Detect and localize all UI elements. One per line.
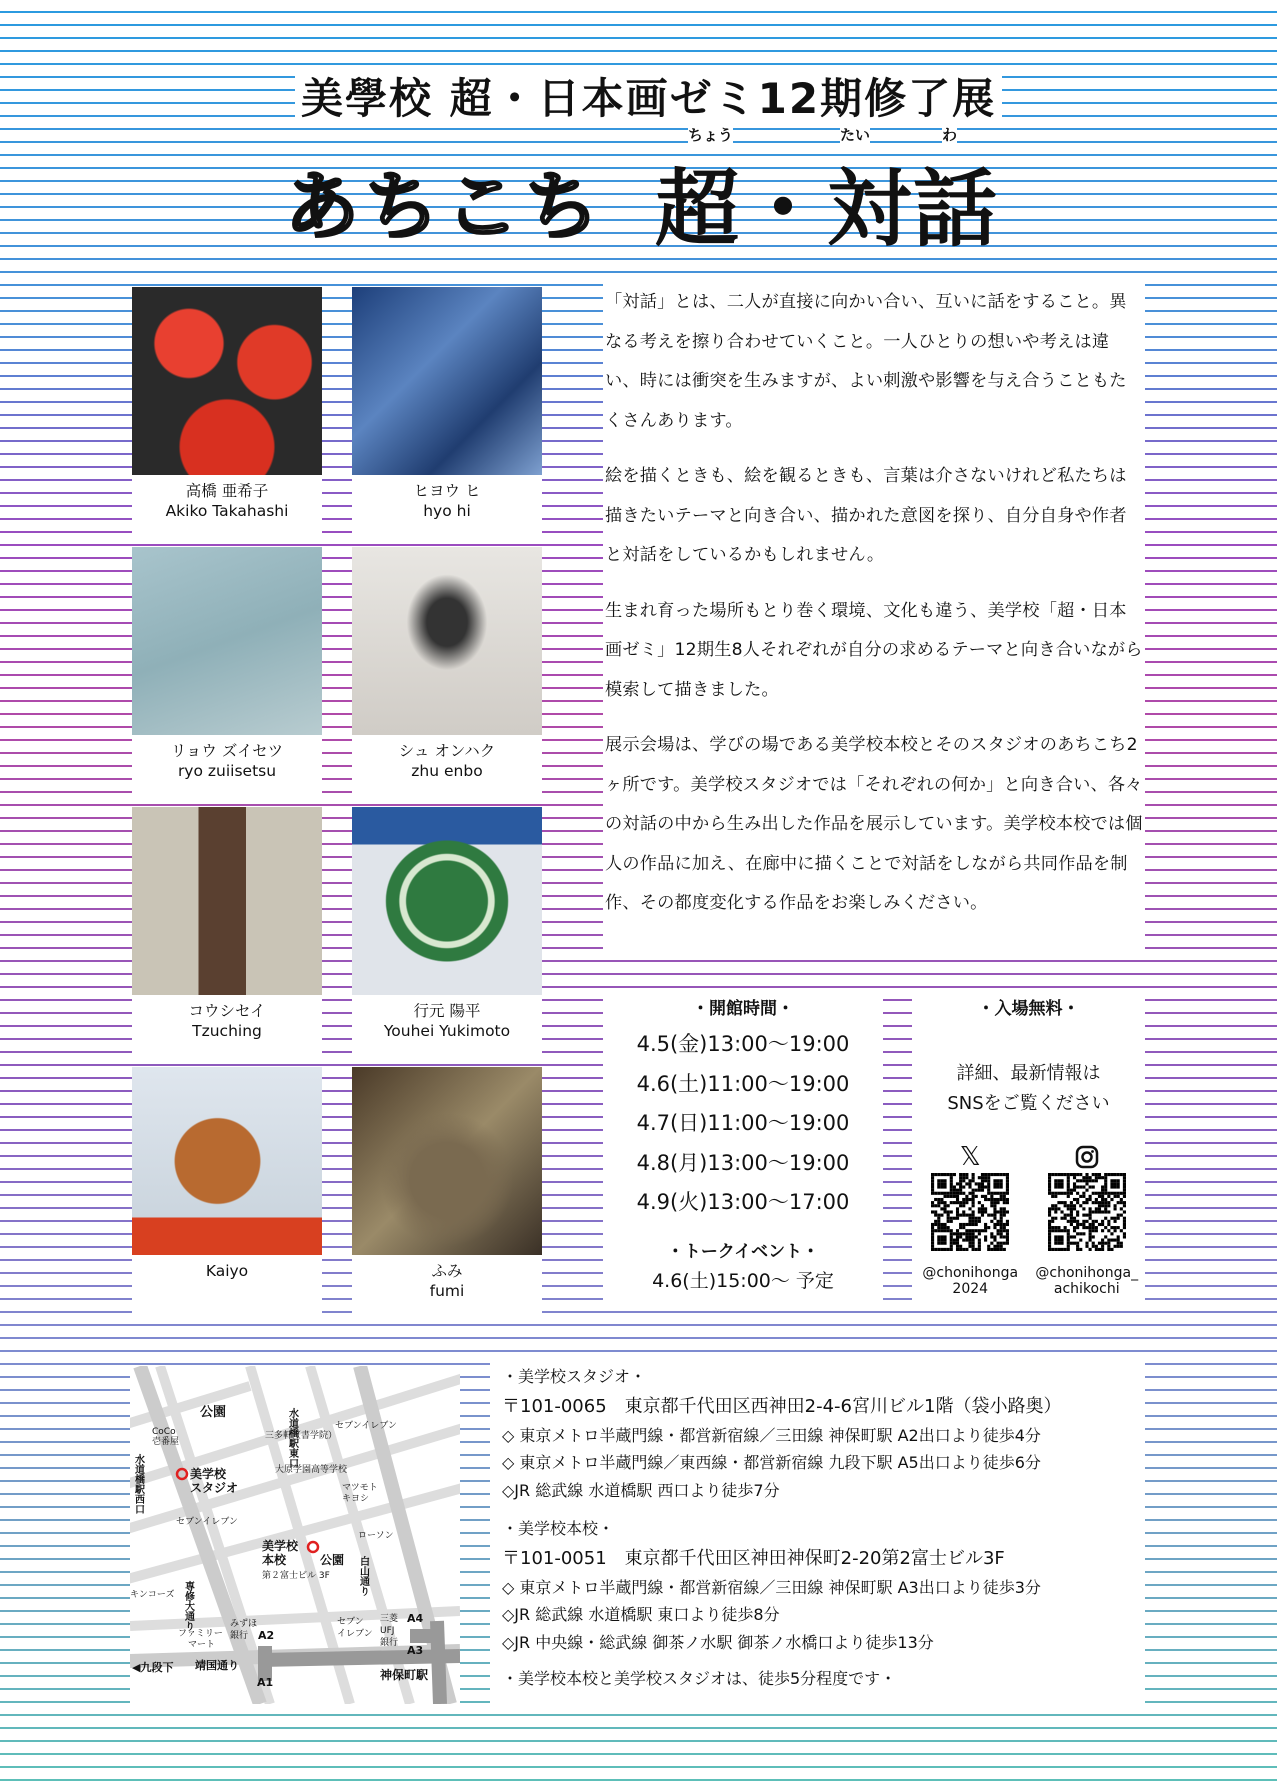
artist-name-en: ryo zuiisetsu xyxy=(177,762,277,780)
hours-row: 4.7(日)11:00〜19:00 xyxy=(636,1111,850,1135)
artist-name-en: Tzuching xyxy=(192,1022,262,1040)
map-label-fm2: マート xyxy=(188,1640,216,1650)
map-label-a4: A4 xyxy=(407,1612,424,1625)
instagram-handle-cont: achikochi xyxy=(1053,1281,1120,1297)
artist-name-ja: ふみ xyxy=(431,1262,463,1280)
artwork-image xyxy=(352,547,542,735)
main-school-marker-icon xyxy=(308,1542,318,1552)
map-label-a1: A1 xyxy=(257,1676,274,1689)
studio-address: 〒101-0065 東京都千代田区西神田2-4-6宮川ビル1階（袋小路奥） xyxy=(502,1395,1062,1417)
studio-route: ◇ 東京メトロ半蔵門線・都営新宿線／三田線 神保町駅 A2出口より徒歩4分 xyxy=(502,1425,1041,1445)
walking-note: ・美学校本校と美学校スタジオは、徒歩5分程度です・ xyxy=(502,1668,897,1688)
map-label-coco1: CoCo xyxy=(152,1427,176,1437)
access-info xyxy=(490,1363,1145,1705)
ruby-chou: ちょう xyxy=(688,126,734,144)
intro-paragraph: 絵を描くときも、絵を観るときも、言葉は介さないけれど私たちは描きたいテーマと向き合い、描かれた意図を探り、自分自身や作者と対話をしているかもしれません。 xyxy=(605,466,1127,565)
map-label-kinkos: キンコーズ xyxy=(130,1590,175,1600)
intro-paragraph: 「対話」とは、二人が直接に向かい合い、互いに話をすること。異なる考えを擦り合わせていくこと。一人ひとりの想いや考えは違い、時には衝突を生みますが、よい刺激や影響を与え合うこともたくさんあります。 xyxy=(605,292,1127,431)
instagram-qr-code[interactable] xyxy=(1048,1173,1126,1251)
artist-name-ja: ヒヨウ ヒ xyxy=(413,482,481,500)
artist-name-ja: 高橋 亜希子 xyxy=(185,482,269,500)
map-label-yasukuni: 靖国通り xyxy=(195,1659,239,1672)
sns-info: 詳細、最新情報は xyxy=(956,1063,1101,1084)
artist-name-ja: 行元 陽平 xyxy=(413,1002,481,1020)
map-label-ufj1: 三菱 xyxy=(380,1614,399,1624)
main-route: ◇ 東京メトロ半蔵門線・都営新宿線／三田線 神保町駅 A3出口より徒歩3分 xyxy=(502,1577,1041,1597)
talk-heading: ・トークイベント・ xyxy=(666,1241,820,1262)
map-label-jimbo: 神保町駅 xyxy=(380,1668,429,1682)
map-label-seven2: セブンイレブン xyxy=(176,1517,238,1527)
map-label-lawson: ローソン xyxy=(358,1531,394,1541)
map-label-main2: 本校 xyxy=(262,1553,287,1567)
studio-route: ◇JR 総武線 水道橋駅 西口より徒歩7分 xyxy=(502,1481,780,1501)
artwork-image xyxy=(132,1067,322,1255)
map-label-matsu2: キヨシ xyxy=(342,1494,370,1504)
map-label-west: 水道橋駅西口 xyxy=(132,1454,144,1514)
main-address: 〒101-0051 東京都千代田区神田神保町2-20第2富士ビル3F xyxy=(502,1547,1005,1569)
map-label-main3: 第２富士ビル 3F xyxy=(262,1571,330,1581)
admission-free: ・入場無料・ xyxy=(977,999,1080,1019)
artwork-image xyxy=(132,807,322,995)
map-label-fm1: ファミリー xyxy=(178,1629,223,1639)
map-label-senshu: 専修大通り xyxy=(182,1581,194,1631)
x-qr-code[interactable] xyxy=(931,1173,1009,1251)
ruby-wa: わ xyxy=(942,126,958,144)
x-handle[interactable]: @chonihonga xyxy=(922,1265,1019,1281)
map-label-ufj3: 銀行 xyxy=(380,1638,399,1648)
artwork-image xyxy=(352,807,542,995)
sns-info: SNSをご覧ください xyxy=(947,1093,1110,1114)
ruby-tai: たい xyxy=(840,126,871,144)
artist-card xyxy=(132,287,322,541)
map-label-matsu1: マツモト xyxy=(342,1483,378,1493)
artist-card xyxy=(352,807,542,1061)
artist-card xyxy=(352,287,542,541)
hours-row: 4.5(金)13:00〜19:00 xyxy=(636,1032,850,1056)
title-chou-taiwa: 超・対話 xyxy=(655,160,1000,258)
map-label-park1: 公園 xyxy=(200,1405,227,1420)
instagram-handle[interactable]: @chonihonga_ xyxy=(1035,1265,1139,1281)
map-label-seven3b: イレブン xyxy=(337,1629,373,1639)
artist-name-en: Youhei Yukimoto xyxy=(383,1022,511,1040)
map-label-kudan: ◀九段下 xyxy=(132,1661,174,1674)
intro-text xyxy=(603,283,1145,955)
artist-name-en: fumi xyxy=(429,1282,465,1300)
artist-name-ja: リョウ ズイセツ xyxy=(170,742,284,760)
intro-paragraph: 生まれ育った場所もとり巻く環境、文化も違う、美学校「超・日本画ゼミ」12期生8人それぞれが自分の求めるテーマと向き合いながら模索して描きました。 xyxy=(605,600,1143,700)
main-route: ◇JR 中央線・総武線 御茶ノ水駅 御茶ノ水橋口より徒歩13分 xyxy=(502,1632,934,1652)
main-route: ◇JR 総武線 水道橋駅 東口より徒歩8分 xyxy=(502,1605,780,1625)
studio-heading: ・美学校スタジオ・ xyxy=(502,1367,647,1386)
artist-card xyxy=(352,1067,542,1321)
artist-card xyxy=(132,547,322,801)
artist-name-ja: Kaiyo xyxy=(205,1262,249,1280)
artwork-image xyxy=(132,287,322,475)
artist-card xyxy=(132,807,322,1061)
access-map xyxy=(130,1366,460,1704)
hours-row: 4.9(火)13:00〜17:00 xyxy=(636,1190,850,1214)
map-label-ohara: 大原学園高等学校 xyxy=(275,1465,348,1475)
artist-name-ja: コウシセイ xyxy=(188,1002,266,1020)
map-label-main1: 美学校 xyxy=(262,1539,299,1553)
exhibition-subtitle: 美學校 超・日本画ゼミ12期修了展 xyxy=(295,66,1002,126)
x-handle-year: 2024 xyxy=(952,1281,989,1297)
talk-event: 4.6(土)15:00〜 予定 xyxy=(652,1269,834,1292)
artist-name-en: hyo hi xyxy=(423,502,471,520)
map-label-seven3a: セブン xyxy=(337,1617,364,1627)
map-label-coco2: 壱番屋 xyxy=(152,1437,180,1447)
instagram-icon[interactable] xyxy=(1032,1141,1142,1173)
map-label-studio2: スタジオ xyxy=(190,1481,239,1495)
opening-hours xyxy=(603,990,883,1302)
sns-panel xyxy=(912,990,1145,1302)
main-heading: ・美学校本校・ xyxy=(502,1518,615,1538)
map-label-santa: 三多軒（書学院） xyxy=(265,1431,338,1441)
artist-name-en: Akiko Takahashi xyxy=(165,502,289,520)
artwork-image xyxy=(352,287,542,475)
map-label-a2: A2 xyxy=(258,1629,275,1642)
map-label-mz1: みずほ xyxy=(230,1619,258,1629)
artist-name-ja: シュ オンハク xyxy=(398,742,496,760)
map-label-hakusan: 白山通り xyxy=(357,1556,369,1596)
hours-row: 4.8(月)13:00〜19:00 xyxy=(636,1150,850,1175)
x-logo-icon[interactable]: 𝕏 xyxy=(959,1142,981,1172)
map-label-seven1: セブンイレブン xyxy=(335,1421,397,1431)
map-label-park2: 公園 xyxy=(320,1553,345,1567)
artist-card xyxy=(352,547,542,801)
hours-row: 4.6(土)11:00〜19:00 xyxy=(636,1071,850,1096)
title-achikochi: あちこち xyxy=(285,164,605,250)
studio-route: ◇ 東京メトロ半蔵門線／東西線・都営新宿線 九段下駅 A5出口より徒歩6分 xyxy=(502,1453,1041,1473)
artist-name-en: zhu enbo xyxy=(411,762,483,780)
map-label-studio1: 美学校 xyxy=(190,1467,227,1481)
map-label-a3: A3 xyxy=(407,1644,424,1657)
artwork-image xyxy=(132,547,322,735)
map-label-mz2: 銀行 xyxy=(230,1631,249,1641)
artwork-image xyxy=(352,1067,542,1255)
hours-heading: ・開館時間・ xyxy=(692,999,794,1019)
artist-card xyxy=(132,1067,322,1321)
map-label-ufj2: UFJ xyxy=(380,1626,395,1636)
intro-paragraph: 展示会場は、学びの場である美学校本校とそのスタジオのあちこち2ヶ所です。美学校スタジオでは「それぞれの何か」と向き合い、各々の対話の中から生み出した作品を展示しています。美学校本校では個人の作品に加え、在廊中に描くことで対話をしながら共同作品を制作、その都度変化する作品をお楽しみください。 xyxy=(605,735,1143,913)
map-label-east: 水道橋駅東口 xyxy=(286,1408,298,1468)
